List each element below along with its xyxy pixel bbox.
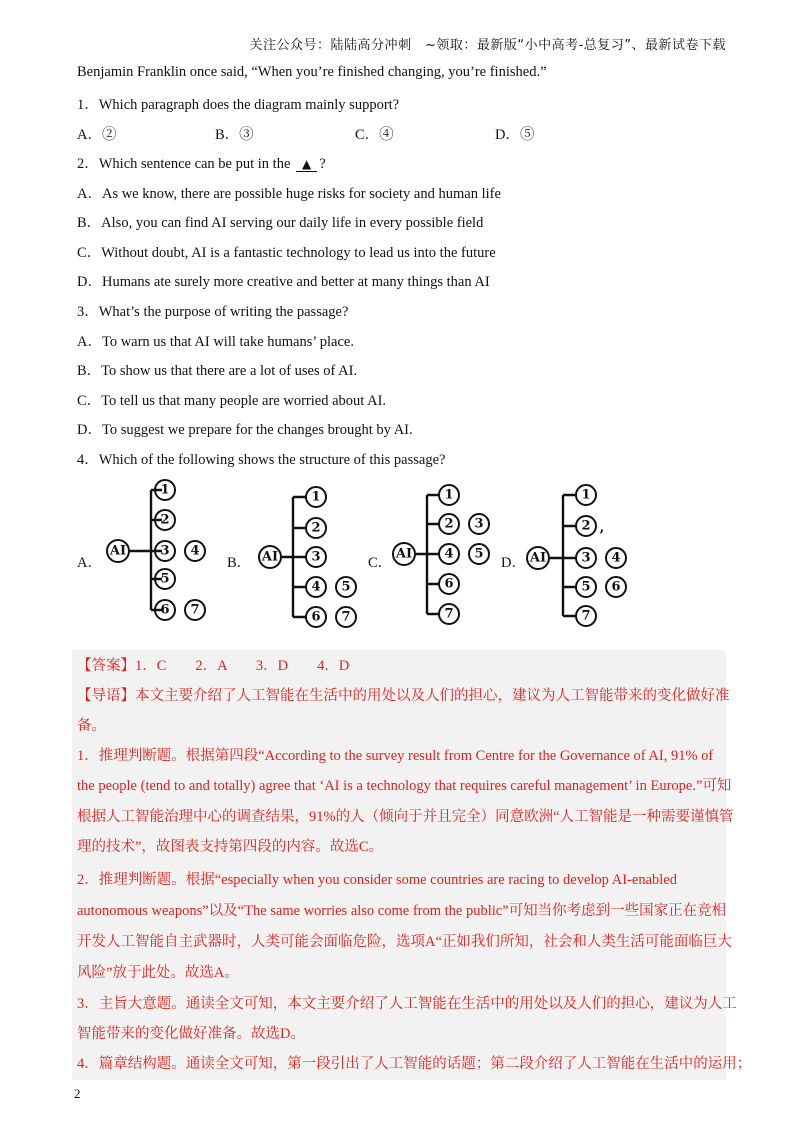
guide-line-1: 【导语】本文主要介绍了人工智能在生活中的用处以及人们的担心，建议为人工智能带来的变化做好准 (77, 688, 730, 704)
question-4-stem: 4．Which of the following shows the structure of this passage? (77, 452, 446, 468)
explain-q2-line-4: 风险”放于此处。故选A。 (77, 965, 239, 981)
explain-q1-line-4: 理的技术”，故图表支持第四段的内容。故选C。 (77, 839, 384, 855)
question-1-option-c: C．④ (355, 127, 394, 143)
diagram-d-num-6: 6 (611, 579, 621, 595)
question-1-stem: 1．Which paragraph does the diagram mainly support? (77, 97, 400, 113)
question-2-option-c: C．Without doubt, AI is a fantastic technology to lead us into the future (77, 245, 496, 261)
question-3-option-c: C．To tell us that many people are worried about AI. (77, 393, 387, 409)
diagram-c-num-2: 2 (444, 516, 454, 532)
explain-q2-line-1: 2．推理判断题。根据“especially when you consider some countries are racing to develop AI-enabled (77, 872, 677, 888)
answer-section (72, 650, 726, 1080)
question-3-stem: 3．What’s the purpose of writing the passage? (77, 304, 349, 320)
blank-marker: ▲ (296, 157, 317, 172)
diagram-d-num-2: 2 (581, 518, 591, 534)
question-3-option-b: B．To show us that there are a lot of uses of AI. (77, 363, 358, 379)
diagram-c-num-6: 6 (444, 576, 454, 592)
diagram-c-num-4: 4 (444, 546, 454, 562)
diagram-label-d: D． (501, 555, 526, 571)
intro-text: Benjamin Franklin once said, “When you’re finished changing, you’re finished.” (77, 64, 547, 80)
diagram-d-num-3: 3 (581, 550, 591, 566)
question-2-stem (77, 152, 326, 173)
diagram-a-num-1: 1 (160, 482, 170, 498)
structure-diagram-b (256, 480, 366, 640)
diagram-b-lines (282, 497, 306, 617)
explain-q1-line-1: 1．推理判断题。根据第四段“According to the survey result from Centre for the Governance of AI, 91% of (77, 748, 714, 764)
guide-line-2: 备。 (77, 718, 106, 734)
diagram-label-a: A． (77, 555, 102, 571)
question-3-option-d: D．To suggest we prepare for the changes brought by AI. (77, 422, 413, 438)
diagram-d-root: AI (529, 550, 547, 566)
diagram-b-num-4: 4 (311, 579, 321, 595)
diagram-d-num-7: 7 (581, 608, 591, 624)
diagram-label-c: C． (368, 555, 393, 571)
explain-q1-line-2: the people (tend to and totally) agree that ‘AI is a technology that requires careful management’ in Europe.”可知 (77, 778, 732, 794)
explain-q3-line-1: 3．主旨大意题。通读全文可知，本文主要介绍了人工智能在生活中的用处以及人们的担心，建议为人工 (77, 996, 737, 1012)
diagram-a-lines (130, 490, 162, 610)
question-2-stem-text: 2．Which sentence can be put in the (77, 156, 295, 172)
diagram-c-num-5: 5 (474, 546, 484, 562)
diagram-a-num-3: 3 (160, 543, 170, 559)
diagram-c-num-7: 7 (444, 606, 454, 622)
question-1-option-d: D．⑤ (495, 127, 535, 143)
structure-diagram-d (526, 480, 636, 640)
question-2-stem-end: ? (319, 156, 326, 172)
diagram-b-num-1: 1 (311, 489, 321, 505)
diagram-a-root: AI (109, 543, 127, 559)
diagram-c-lines (416, 495, 438, 614)
diagram-a-num-7: 7 (190, 602, 200, 618)
explain-q3-line-2: 智能带来的变化做好准备。故选D。 (77, 1026, 305, 1042)
structure-diagram-a (104, 480, 214, 640)
diagram-label-b: B． (227, 555, 252, 571)
diagram-b-num-7: 7 (341, 609, 351, 625)
explain-q1-line-3: 根据人工智能治理中心的调查结果，91%的人（倾向于并且完全）同意欧洲“人工智能是一种需要谨慎管 (77, 809, 734, 825)
answer-key: 【答案】1．C 2．A 3．D 4．D (77, 658, 350, 674)
diagram-a-num-5: 5 (160, 571, 170, 587)
explain-q2-line-3: 开发人工智能自主武器时，人类可能会面临危险，选项A“正如我们所知，社会和人类生活可能面临巨大 (77, 934, 732, 950)
diagram-d-num-4: 4 (611, 550, 621, 566)
diagram-a-num-4: 4 (190, 543, 200, 559)
diagram-b-num-3: 3 (311, 549, 321, 565)
diagram-b-num-6: 6 (311, 609, 321, 625)
page-number: 2 (74, 1086, 81, 1101)
diagram-b-num-2: 2 (311, 520, 321, 536)
explain-q2-line-2: autonomous weapons”以及“The same worries also come from the public”可知当你考虑到一些国家正在竞相 (77, 903, 727, 919)
question-2-option-d: D．Humans ate surely more creative and better at many things than AI (77, 274, 490, 290)
page-header: 关注公众号：陆陆高分冲刺 ~领取：最新版“小中高考-总复习”、最新试卷下载 (249, 38, 726, 53)
diagram-c-num-3: 3 (474, 516, 484, 532)
diagram-b-num-5: 5 (341, 579, 351, 595)
structure-diagram-c (392, 480, 502, 640)
question-2-option-a: A．As we know, there are possible huge risks for society and human life (77, 186, 501, 202)
question-1-option-b: B．③ (215, 127, 254, 143)
diagram-c-num-1: 1 (444, 487, 454, 503)
diagram-a-num-2: 2 (160, 512, 170, 528)
question-1-option-a: A．② (77, 127, 117, 143)
diagram-c-root: AI (395, 546, 413, 562)
diagram-d-num-5: 5 (581, 579, 591, 595)
question-2-option-b: B．Also, you can find AI serving our daily life in every possible field (77, 215, 484, 231)
diagram-d-lines (550, 495, 576, 616)
question-3-option-a: A．To warn us that AI will take humans’ place. (77, 334, 354, 350)
diagram-b-root: AI (261, 549, 279, 565)
explain-q4-line-1: 4．篇章结构题。通读全文可知，第一段引出了人工智能的话题；第二段介绍了人工智能在生活中的运用； (77, 1056, 752, 1072)
diagram-d-num-1: 1 (581, 487, 591, 503)
diagram-a-num-6: 6 (160, 602, 170, 618)
diagram-d-comma: , (599, 520, 605, 536)
